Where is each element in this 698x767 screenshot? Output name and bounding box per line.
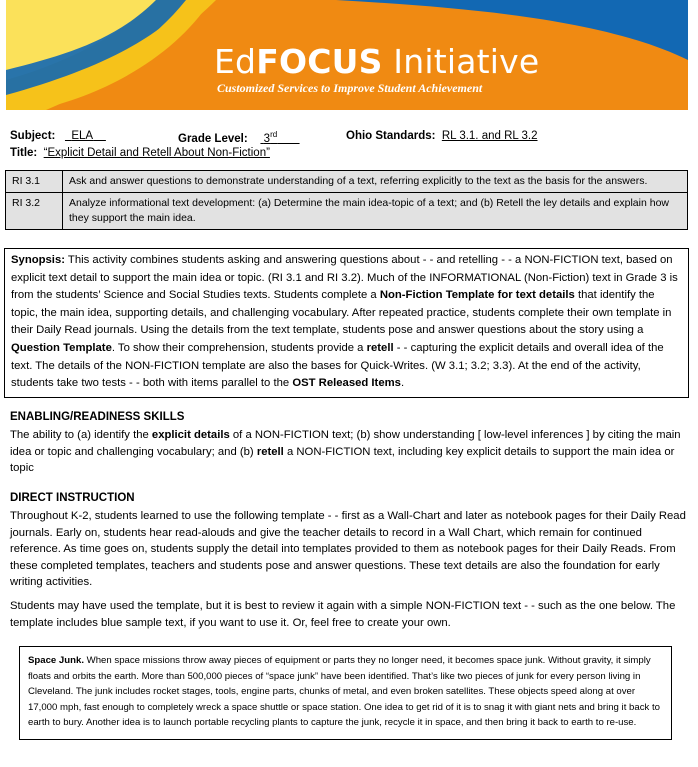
header-banner: [6, 0, 688, 110]
standards-row: [6, 171, 688, 193]
standard-code: RI 3.2: [6, 193, 63, 230]
brand-wordmark: EdFOCUS Initiative: [214, 42, 540, 81]
standard-code: RI 3.1: [6, 171, 63, 193]
brand-tagline: Customized Services to Improve Student Achievement: [217, 81, 483, 95]
enabling-heading: ENABLING/READINESS SKILLS: [10, 411, 185, 423]
sample-body: When space missions throw away pieces of equipment or parts they no longer need, it becomes space junk. Without gravity, it simply floats and orbits the earth. More than 500,000 pieces of “space junk” have been identified. That’s like two pieces of junk for every person living in Cleveland. The junk includes rocket stages, tools, engine parts, chunks of metal, and even broken satellites. These objects speed along at over 17,000 mph, fast enough to completely wreck a space shuttle or space station. One idea to get rid of it is to snag it with giant nets and bring it back to earth to bury. Another idea is to launch portable recycling plants to capture the junk, recycle it in space, and then bring it back to earth to re-use.: [28, 655, 660, 729]
enabling-paragraph: The ability to (a) identify the explicit details of a NON-FICTION text; (b) show understanding [ low-level inferences ] by citing the main idea or topic and challenging vocabulary; and (b) retell a NON-FICTION text, including key explicit details to support the main idea or topic: [10, 429, 681, 475]
standard-text: Ask and answer questions to demonstrate understanding of a text, referring explicitly to the text as the basis for the answers.: [63, 171, 688, 193]
direct-instruction-heading: DIRECT INSTRUCTION: [10, 492, 135, 504]
standards-row: [6, 193, 688, 230]
synopsis-box: Synopsis: This activity combines students asking and answering questions about - - and retelling - - a NON-FICTION text, based on explicit text detail to support the main idea or topic. (RI 3.1 and RI 3.2). Much of the INFORMATIONAL (Non-Fiction) text in Grade 3 is from the students’ Science and Social Studies texts. Students complete a Non-Fiction Template for text details that identify the topic, the main idea, supporting details, and challenging vocabulary. After repeated practice, students complete their own template in their Daily Read journals. Using the details from the text template, students pose and answer questions about the story using a Question Template. To show their comprehension, students provide a retell - - capturing the explicit details and overall idea of the text. The details of the NON-FICTION template are also the bases for Quick-Writes. (W 3.1; 3.2; 3.3). At the end of the activity, students take two tests - - both with items parallel to the OST Released Items.: [4, 248, 689, 398]
template-review-paragraph: Students may have used the template, but it is best to review it again with a simple NON-FICTION text - - such as the one below. The template includes blue sample text, if you want to use it. Or, feel free to create your own.: [10, 600, 676, 629]
grade-value: 3rd: [263, 130, 278, 145]
grade-level-field: Grade Level: 3rd: [178, 130, 300, 145]
direct-instruction-paragraph: Throughout K-2, students learned to use the following template - - first as a Wall-Chart and later as notebook pages for their Daily Read journals. Early on, students hear read-alouds and give the teacher details to record in a Wall Chart, which remain for continued reference. As time goes on, students supply the detail into templates provided to them as notebook pages for their Daily Reads. From these completed templates, teachers and students pose and answer questions. These text details are also the foundation for early writing activities.: [10, 510, 686, 589]
subject-value: ELA: [71, 130, 94, 142]
title-field: Title: “Explicit Detail and Retell About Non-Fiction”: [10, 147, 270, 159]
title-value: “Explicit Detail and Retell About Non-Fiction”: [43, 147, 270, 159]
ohio-standards-field: Ohio Standards: RL 3.1. and RL 3.2: [346, 130, 538, 142]
standard-text: Analyze informational text development: (a) Determine the main idea-topic of a text; and (b) Retell the ley details and explain how they support the main idea.: [63, 193, 688, 230]
subject-field: Subject: ELA: [10, 130, 106, 142]
standards-table: [5, 170, 688, 230]
standards-value: RL 3.1. and RL 3.2: [441, 130, 538, 142]
sample-title: Space Junk.: [28, 655, 84, 666]
sample-text-box: [19, 646, 672, 740]
